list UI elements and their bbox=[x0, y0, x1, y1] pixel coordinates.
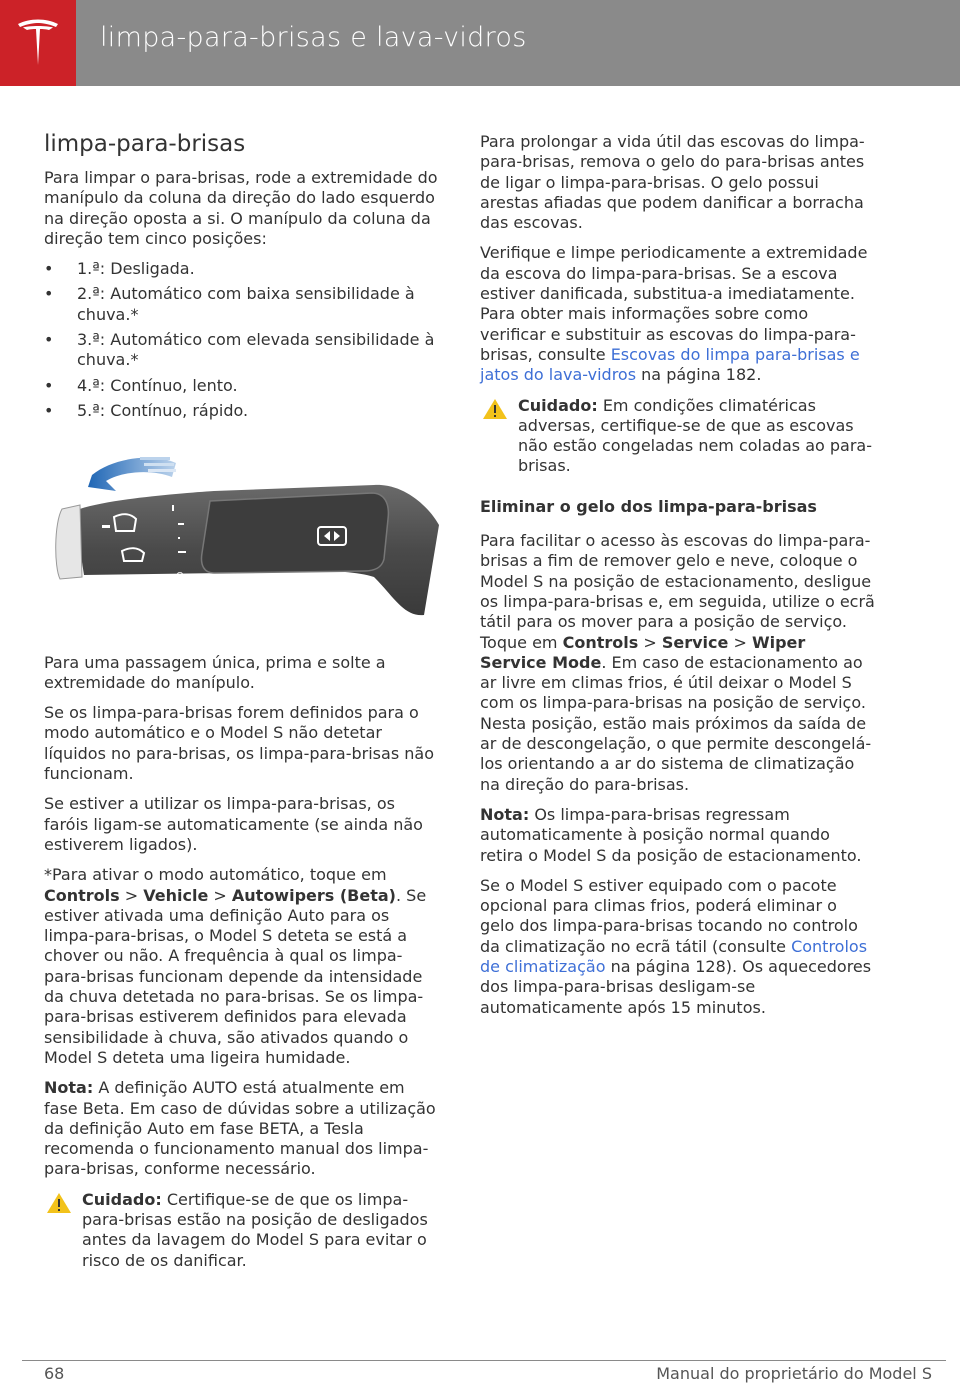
headlights-paragraph: Se estiver a utilizar os limpa-para-brisas, os faróis ligam-se automaticamente (se ainda não estiverem ligados). bbox=[44, 794, 423, 854]
section-title: limpa-para-brisas bbox=[44, 131, 246, 157]
caution-block: Cuidado: Certifique-se de que os limpa-para-brisas estão na posição de desligados antes da lavagem do Model S para evitar o risco de os danificar. bbox=[44, 1190, 439, 1271]
service-mode-paragraph: Para facilitar o acesso às escovas do limpa-para-brisas a fim de remover gelo e neve, coloque o Model S na posição de estacionamento, desligue os limpa-para-brisas e, em seguida, utilize o ecrã tátil para os mover para a posição de serviço. Toque em Controls > Service > Wiper Service Mode. Em caso de estacionamento ao ar livre em climas frios, é útil deixar o Model S com os limpa-para-brisas na posição de serviço. Nesta posição, estão mais próximos da saída de ar de descongelação, o que permite descongelá-los orientando a ar do sistema de climatização na direção do para-brisas. bbox=[480, 531, 875, 794]
subsection-title: Eliminar o gelo dos limpa-para-brisas bbox=[480, 496, 817, 516]
warning-icon bbox=[46, 1192, 72, 1214]
list-item: • 1.ª: Desligada. bbox=[44, 259, 195, 279]
footer-divider bbox=[22, 1360, 946, 1361]
single-wipe-paragraph: Para uma passagem única, prima e solte a extremidade do manípulo. bbox=[44, 652, 386, 692]
right-column bbox=[480, 132, 875, 1028]
heaters-paragraph: Se o Model S estiver equipado com o pacote opcional para climas frios, poderá eliminar o gelo dos limpa-para-brisas tocando no controlo da climatização no ecrã tátil (consulte Controlos de climatização na página 128). Os aquecedores dos limpa-para-brisas desligam-se automaticamente após 15 minutos. bbox=[480, 875, 872, 1017]
page-header-title: limpa-para-brisas e lava-vidros bbox=[100, 22, 527, 53]
wiper-positions-list bbox=[44, 259, 439, 421]
warning-icon bbox=[482, 398, 508, 420]
climate-controls-link[interactable]: Controlos de climatização bbox=[480, 936, 868, 976]
note-paragraph: Nota: Os limpa-para-brisas regressam automaticamente à posição normal quando retira o Model S da posição de estacionamento. bbox=[480, 804, 862, 865]
auto-mode-paragraph: Se os limpa-para-brisas forem definidos para o modo automático e o Model S não detetar líquidos no para-brisas, os limpa-para-brisas não funcionam. bbox=[44, 703, 434, 784]
autowipers-paragraph: *Para ativar o modo automático, toque em Controls > Vehicle > Autowipers (Beta). Se estiver ativada uma definição Auto para os limpa-para-brisas, o Model S deteta se está a chover ou não. A frequência à qual os limpa-para-brisas funcionam depende da intensidade da chuva detetada no para-brisas. Se os limpa-para-brisas estiverem definidos para elevada sensibilidade à chuva, são ativados quando o Model S deteta uma ligeira humidade. bbox=[44, 865, 427, 1067]
manual-title: Manual do proprietário do Model S bbox=[656, 1364, 932, 1383]
list-item: • 5.ª: Contínuo, rápido. bbox=[44, 400, 249, 420]
left-column bbox=[44, 130, 439, 1291]
ice-paragraph: Para prolongar a vida útil das escovas do limpa-para-brisas, remova o gelo do para-brisas antes de ligar o limpa-para-brisas. O gelo possui arestas afiadas que podem danificar a borracha das escovas. bbox=[480, 132, 865, 233]
svg-text:O: O bbox=[176, 571, 184, 583]
page-number: 68 bbox=[44, 1364, 65, 1383]
tesla-logo-icon bbox=[0, 0, 76, 86]
note-paragraph: Nota: A definição AUTO está atualmente em fase Beta. Em caso de dúvidas sobre a utilização da definição Auto em fase BETA, a Tesla recomenda o funcionamento manual dos limpa-para-brisas, conforme necessário. bbox=[44, 1078, 436, 1179]
inspect-paragraph: Verifique e limpe periodicamente a extremidade da escova do limpa-para-brisas. Se a escova estiver danificada, substitua-a imediatamente. Para obter mais informações sobre como verificar e substituir as escovas do limpa-para-brisas, consulte Escovas do limpa para-brisas e jatos do lava-vidros na página 182. bbox=[480, 243, 868, 385]
wiper-stalk-illustration bbox=[44, 447, 439, 627]
list-item: • 4.ª: Contínuo, lento. bbox=[44, 375, 238, 395]
page-header bbox=[0, 0, 960, 86]
intro-paragraph: Para limpar o para-brisas, rode a extremidade do manípulo da coluna da direção do lado esquerdo na direção oposta a si. O manípulo da coluna da direção tem cinco posições: bbox=[44, 168, 438, 248]
blades-link[interactable]: Escovas do limpa para-brisas e jatos do lava-vidros bbox=[480, 344, 860, 385]
caution-block: Cuidado: Em condições climatéricas adversas, certifique-se de que as escovas não estão congeladas nem coladas ao para-brisas. bbox=[480, 396, 875, 477]
rotation-arrow-icon bbox=[88, 457, 176, 491]
list-item: • 2.ª: Automático com baixa sensibilidade à chuva.* bbox=[44, 284, 415, 324]
list-item: • 3.ª: Automático com elevada sensibilidade à chuva.* bbox=[44, 330, 435, 370]
